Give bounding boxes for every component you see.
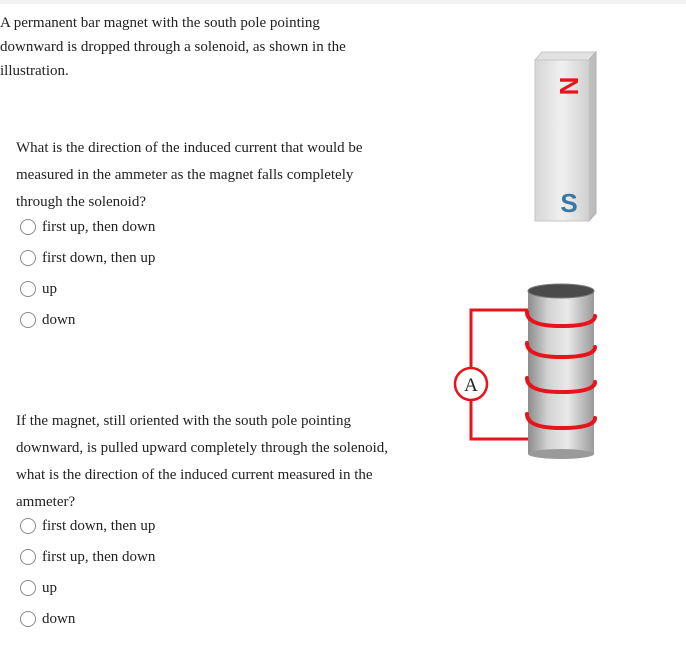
q2-option-3[interactable] <box>20 577 57 599</box>
q2-option-2[interactable] <box>20 546 155 568</box>
q2-option-1[interactable] <box>20 515 155 537</box>
radio-button[interactable] <box>20 518 36 534</box>
q1-option-2[interactable] <box>20 247 155 269</box>
radio-button[interactable] <box>20 219 36 235</box>
radio-button[interactable] <box>20 312 36 328</box>
option-label: up <box>42 280 57 297</box>
radio-button[interactable] <box>20 250 36 266</box>
south-pole-label: S <box>560 188 578 218</box>
q2-option-4[interactable] <box>20 608 75 630</box>
option-label: first down, then up <box>42 249 156 266</box>
radio-button[interactable] <box>20 281 36 297</box>
option-label: first up, then down <box>42 218 156 235</box>
option-label: first down, then up <box>42 517 156 534</box>
north-pole-label: N <box>554 76 584 96</box>
q1-option-4[interactable] <box>20 309 75 331</box>
option-label: first up, then down <box>42 548 156 565</box>
option-label: down <box>42 610 76 627</box>
question-2-prompt: If the magnet, still oriented with the south pole pointing downward, is pulled upward completely through the solenoid, what is the direction of the induced current measured in the ammeter? <box>16 413 389 510</box>
radio-button[interactable] <box>20 611 36 627</box>
radio-button[interactable] <box>20 580 36 596</box>
option-label: up <box>42 579 57 596</box>
magnet-solenoid-illustration <box>440 40 640 470</box>
radio-button[interactable] <box>20 549 36 565</box>
intro-text: A permanent bar magnet with the south pole pointing downward is dropped through a solenoid, as shown in the illustration. <box>0 15 346 79</box>
q1-option-3[interactable] <box>20 278 57 300</box>
top-divider <box>0 0 686 4</box>
q1-option-1[interactable] <box>20 216 155 238</box>
ammeter-label: A <box>464 375 478 396</box>
ammeter <box>455 368 487 400</box>
bar-magnet <box>535 52 596 221</box>
solenoid <box>527 284 595 459</box>
question-1-prompt: What is the direction of the induced current that would be measured in the ammeter as the magnet falls completely through the solenoid? <box>16 140 363 210</box>
option-label: down <box>42 311 76 328</box>
